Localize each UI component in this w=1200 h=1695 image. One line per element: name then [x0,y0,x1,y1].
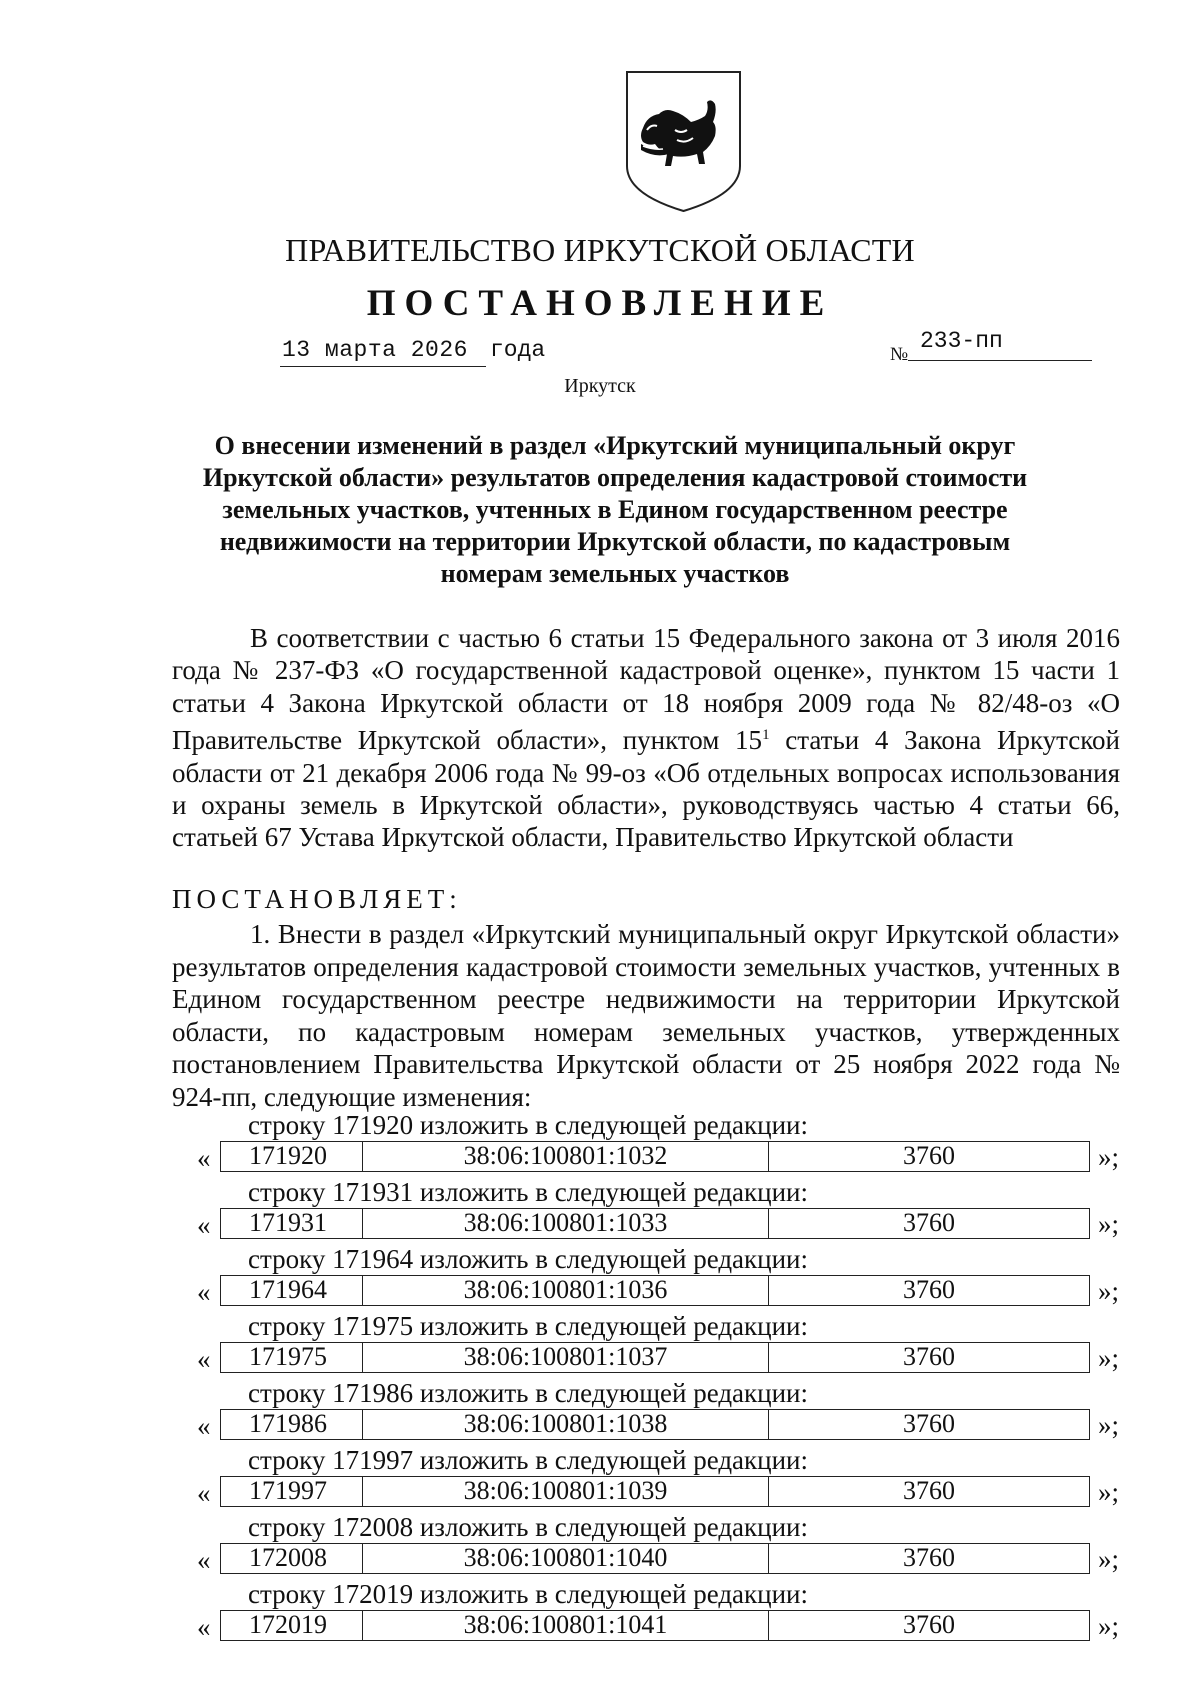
amendment-item [0,1512,1200,1579]
amendment-table-row [220,1141,1090,1172]
quote-close: »; [1098,1209,1120,1239]
amendment-label: строку 171986 изложить в следующей редакции: [248,1378,809,1408]
amendment-label: строку 171975 изложить в следующей редакции: [248,1311,809,1341]
amendment-item [0,1378,1200,1445]
cadastral-value-cell: 3760 [903,1342,955,1371]
amendment-label: строку 171997 изложить в следующей редакции: [248,1445,809,1475]
city-name: Иркутск [564,375,636,397]
cadastral-value-cell: 3760 [903,1610,955,1639]
quote-close: »; [1098,1611,1120,1641]
amendment-table-row [220,1610,1090,1641]
point-1-paragraph: 1. Внести в раздел «Иркутский муниципальный округ Иркутской области» результатов определения кадастровой стоимости земельных участков, учтенных в Едином государственном реестре недвижимости на территории Иркутской области, по кадастровым номерам земельных участков, утвержденных постановлением Правительства Иркутской области от 25 ноября 2022 года № 924-пп, следующие изменения: [172,919,1120,1112]
preamble [172,622,1120,854]
preamble-text-end: статьи 4 Закона Иркутской области от 21 декабря 2006 года № 99-оз «Об отдельных вопросах использования и охраны земель в Иркутской области», руководствуясь частью 4 статьи 66, статьей 67 Устава Иркутской области, Правительство Иркутской области [172,725,1120,853]
cadastral-number-cell: 38:06:100801:1036 [363,1276,769,1305]
quote-open: « [197,1411,211,1441]
document-date: 13 марта 2026 [280,334,486,367]
number-sign: № [890,344,909,365]
amendment-table-row [220,1476,1090,1507]
cadastral-value-cell: 3760 [903,1409,955,1438]
amendment-item [0,1311,1200,1378]
amendment-item [0,1177,1200,1244]
quote-close: »; [1098,1142,1120,1172]
cadastral-number-cell: 38:06:100801:1040 [363,1544,769,1573]
amendment-item [0,1244,1200,1311]
amendment-item [0,1579,1200,1646]
cadastral-number-cell: 38:06:100801:1032 [363,1142,769,1171]
row-number-cell: 171920 [221,1142,363,1171]
cadastral-number-cell: 38:06:100801:1041 [363,1611,769,1640]
amendment-label: строку 171920 изложить в следующей редакции: [248,1110,809,1140]
cadastral-value-cell: 3760 [903,1543,955,1572]
quote-close: »; [1098,1276,1120,1306]
cadastral-number-cell: 38:06:100801:1037 [363,1343,769,1372]
row-number-cell: 171986 [221,1410,363,1439]
coat-of-arms-emblem [625,70,742,213]
cadastral-value-cell: 3760 [903,1476,955,1505]
preamble-superscript: 1 [762,727,770,744]
amendment-label: строку 172019 изложить в следующей редакции: [248,1579,809,1609]
decree-word: ПОСТАНОВЛЯЕТ: [172,884,462,914]
document-number: 233-пп [908,328,1092,361]
preamble-text-start: В соответствии с частью 6 статьи 15 Федерального закона от 3 июля 2016 года № 237-ФЗ «О государственной кадастровой оценке», пунктом 15 части 1 статьи 4 Закона Иркутской области от 18 ноября 2009 года № 82/48-оз «О Правительстве Иркутской области», пунктом 15 [172,623,1120,756]
quote-close: »; [1098,1410,1120,1440]
row-number-cell: 171964 [221,1276,363,1305]
amendment-label: строку 172008 изложить в следующей редакции: [248,1512,809,1542]
document-type-heading: ПОСТАНОВЛЕНИЕ [366,283,834,324]
amendment-table-row [220,1275,1090,1306]
point-1 [172,918,1120,1113]
row-number-cell: 171931 [221,1209,363,1238]
quote-open: « [197,1612,211,1642]
row-number-cell: 172019 [221,1611,363,1640]
cadastral-number-cell: 38:06:100801:1039 [363,1477,769,1506]
quote-close: »; [1098,1477,1120,1507]
amendment-item [0,1110,1200,1177]
quote-open: « [197,1143,211,1173]
date-suffix: года [490,337,546,363]
preamble-paragraph [172,622,1120,854]
quote-close: »; [1098,1544,1120,1574]
amendment-table-row [220,1342,1090,1373]
quote-open: « [197,1478,211,1508]
cadastral-value-cell: 3760 [903,1141,955,1170]
amendments-list [0,1110,1200,1646]
cadastral-number-cell: 38:06:100801:1038 [363,1410,769,1439]
quote-open: « [197,1277,211,1307]
document-title: О внесении изменений в раздел «Иркутский муниципальный округ Иркутской области» результатов определения кадастровой стоимости земельных участков, учтенных в Едином государственном реестре недвижимости на территории Иркутской области, по кадастровым номерам земельных участков [202,431,1028,588]
amendment-table-row [220,1208,1090,1239]
row-number-cell: 171975 [221,1343,363,1372]
row-number-cell: 171997 [221,1477,363,1506]
amendment-label: строку 171931 изложить в следующей редакции: [248,1177,809,1207]
organization-name: ПРАВИТЕЛЬСТВО ИРКУТСКОЙ ОБЛАСТИ [285,232,915,268]
quote-open: « [197,1210,211,1240]
amendment-item [0,1445,1200,1512]
cadastral-value-cell: 3760 [903,1275,955,1304]
cadastral-value-cell: 3760 [903,1208,955,1237]
row-number-cell: 172008 [221,1544,363,1573]
quote-close: »; [1098,1343,1120,1373]
amendment-table-row [220,1409,1090,1440]
quote-open: « [197,1545,211,1575]
cadastral-number-cell: 38:06:100801:1033 [363,1209,769,1238]
quote-open: « [197,1344,211,1374]
amendment-label: строку 171964 изложить в следующей редакции: [248,1244,809,1274]
amendment-table-row [220,1543,1090,1574]
